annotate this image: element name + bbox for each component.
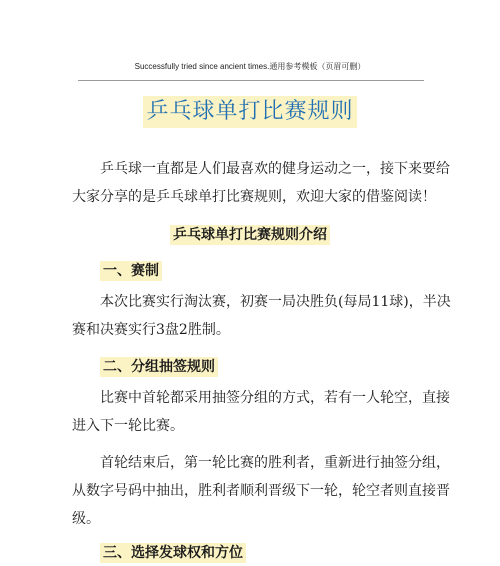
title-container — [0, 96, 500, 128]
format-line-2: 赛和决赛实行3盘2胜制。 — [72, 322, 230, 338]
section-heading-draw: 二、分组抽签规则 — [100, 357, 218, 377]
draw-p2-line-3: 级。 — [72, 511, 100, 527]
draw-p1-line-2: 进入下一轮比赛。 — [72, 418, 184, 434]
draw-paragraph-2 — [72, 449, 450, 533]
draw-p1-line-1: 比赛中首轮都采用抽签分组的方式，若有一人轮空，直接 — [100, 390, 450, 406]
section-heading-format: 一、赛制 — [100, 261, 162, 281]
header-divider — [78, 80, 424, 81]
document-title: 乒乓球单打比赛规则 — [143, 96, 356, 128]
format-paragraph — [72, 288, 451, 344]
intro-paragraph — [72, 155, 450, 211]
section-heading-serve: 三、选择发球权和方位 — [100, 543, 246, 563]
page-header-text: Successfully tried since ancient times.通用参考模板（页眉可删） — [134, 62, 366, 71]
format-line-1: 本次比赛实行淘汰赛，初赛一局决胜负(每局11球)，半决 — [100, 294, 451, 310]
draw-paragraph-1 — [72, 384, 450, 440]
draw-p2-line-1: 首轮结束后，第一轮比赛的胜利者，重新进行抽签分组， — [100, 455, 450, 471]
subtitle-container — [0, 224, 500, 245]
intro-line-2: 大家分享的是乒乓球单打比赛规则，欢迎大家的借鉴阅读！ — [72, 189, 436, 205]
draw-p2-line-2: 从数字号码中抽出，胜利者顺利晋级下一轮，轮空者则直接晋 — [72, 483, 450, 499]
section-subtitle: 乒乓球单打比赛规则介绍 — [170, 225, 330, 245]
intro-line-1: 乒乓球一直都是人们最喜欢的健身运动之一，接下来要给 — [100, 161, 450, 177]
